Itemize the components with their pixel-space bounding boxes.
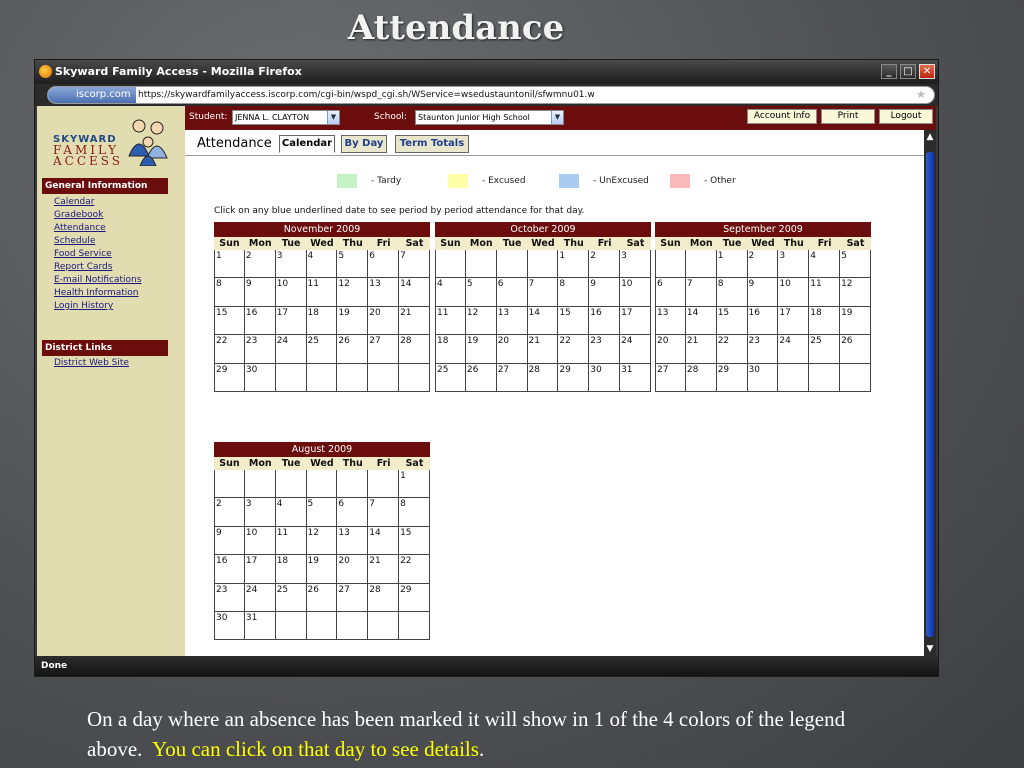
calendar-day-cell[interactable]: 11 [435, 307, 466, 335]
calendar-day-cell[interactable]: 2 [214, 498, 245, 526]
calendar-empty-cell [337, 470, 368, 498]
calendar-empty-cell [307, 470, 338, 498]
tab-calendar[interactable]: Calendar [279, 135, 335, 153]
legend-label: - Excused [482, 176, 526, 186]
calendar-day-cell[interactable]: 22 [558, 335, 589, 363]
address-bar[interactable] [47, 86, 935, 104]
sidebar [37, 106, 185, 656]
calendar-day-cell[interactable]: 21 [686, 335, 717, 363]
weekday-label: Mon [248, 458, 272, 469]
calendar-day-cell[interactable]: 18 [276, 555, 307, 583]
calendar-empty-cell [399, 612, 430, 640]
calendar-day-cell[interactable]: 12 [840, 278, 871, 306]
calendar-empty-cell [528, 250, 559, 278]
weekday-label: Mon [689, 238, 713, 249]
calendar-week-row [435, 307, 651, 335]
legend-label: - Other [704, 176, 736, 186]
calendar-day-cell[interactable]: 14 [368, 527, 399, 555]
calendar-day-cell[interactable]: 13 [368, 278, 399, 306]
calendar-day-cell[interactable]: 4 [809, 250, 840, 278]
calendar-day-cell[interactable]: 25 [276, 584, 307, 612]
calendar-day-cell[interactable]: 24 [620, 335, 651, 363]
calendar-day-cell[interactable]: 6 [368, 250, 399, 278]
calendar-empty-cell [399, 364, 430, 392]
calendar-week-row [214, 335, 430, 363]
calendar-day-cell[interactable]: 3 [276, 250, 307, 278]
weekday-header-row [214, 237, 430, 250]
calendar-day-cell[interactable]: 23 [245, 335, 276, 363]
calendar-day-cell[interactable]: 6 [655, 278, 686, 306]
browser-window [34, 59, 939, 677]
weekday-label: Sun [219, 238, 240, 249]
weekday-label: Tue [502, 238, 522, 249]
sidebar-link-district-web-site[interactable]: District Web Site [54, 358, 129, 368]
calendar-day-cell[interactable]: 23 [214, 584, 245, 612]
calendar-empty-cell [466, 250, 497, 278]
calendar-day-cell[interactable]: 17 [245, 555, 276, 583]
calendar-empty-cell [276, 470, 307, 498]
calendar-day-cell[interactable]: 16 [748, 307, 779, 335]
calendar-day-cell[interactable]: 5 [466, 278, 497, 306]
calendar-day-cell[interactable]: 18 [435, 335, 466, 363]
calendar-empty-cell [497, 250, 528, 278]
calendar-month-header: November 2009 [214, 222, 430, 237]
instructions-text: Click on any blue underlined date to see period by period attendance for that day. [214, 206, 585, 216]
vertical-scrollbar[interactable] [924, 130, 936, 656]
calendar-day-cell[interactable]: 29 [399, 584, 430, 612]
calendar-week-row [214, 364, 430, 392]
calendar-day-cell[interactable]: 19 [840, 307, 871, 335]
calendar-day-cell[interactable]: 26 [840, 335, 871, 363]
calendar-day-cell[interactable]: 30 [214, 612, 245, 640]
calendar-day-cell[interactable]: 19 [337, 307, 368, 335]
weekday-label: Thu [342, 458, 363, 469]
weekday-label: Sat [626, 238, 645, 249]
scroll-up-arrow-icon[interactable]: ▲ [926, 132, 934, 142]
calendar-day-cell[interactable]: 3 [778, 250, 809, 278]
tab-by-day[interactable]: By Day [341, 135, 387, 153]
calendar-day-cell[interactable]: 16 [214, 555, 245, 583]
calendar-day-cell[interactable]: 29 [558, 364, 589, 392]
calendar-day-cell[interactable]: 8 [558, 278, 589, 306]
calendar-day-cell[interactable]: 6 [497, 278, 528, 306]
calendar-day-cell[interactable]: 3 [620, 250, 651, 278]
calendar-week-row [214, 498, 430, 526]
weekday-label: Fri [817, 238, 832, 249]
calendar-day-cell[interactable]: 15 [214, 307, 245, 335]
weekday-label: Sun [440, 238, 461, 249]
slide-caption [87, 704, 907, 764]
calendar-day-cell[interactable]: 19 [466, 335, 497, 363]
calendar-empty-cell [276, 612, 307, 640]
caption-end: . [478, 737, 485, 761]
calendar-day-cell[interactable]: 11 [307, 278, 338, 306]
calendar-october [435, 222, 651, 392]
calendar-week-row [214, 555, 430, 583]
calendar-day-cell[interactable]: 28 [368, 584, 399, 612]
calendar-day-cell[interactable]: 16 [245, 307, 276, 335]
sidebar-link-health-information[interactable]: Health Information [54, 288, 139, 298]
school-select[interactable] [415, 110, 564, 125]
school-label: School: [374, 112, 407, 122]
calendar-day-cell[interactable]: 4 [435, 278, 466, 306]
calendar-day-cell[interactable]: 1 [717, 250, 748, 278]
calendar-week-row [655, 364, 871, 392]
sidebar-link-report-cards[interactable]: Report Cards [54, 262, 113, 272]
calendar-day-cell[interactable]: 24 [245, 584, 276, 612]
calendar-day-cell[interactable]: 9 [214, 527, 245, 555]
calendar-september [655, 222, 871, 392]
calendar-day-cell[interactable]: 12 [337, 278, 368, 306]
site-badge-label: iscorp.com [76, 89, 131, 100]
calendar-day-cell[interactable]: 4 [276, 498, 307, 526]
calendar-day-cell[interactable]: 9 [589, 278, 620, 306]
calendar-day-cell[interactable]: 27 [337, 584, 368, 612]
calendar-day-cell[interactable]: 10 [245, 527, 276, 555]
calendar-day-cell[interactable]: 29 [717, 364, 748, 392]
calendar-empty-cell [307, 612, 338, 640]
sidebar-link-food-service[interactable]: Food Service [54, 249, 112, 259]
calendar-empty-cell [337, 364, 368, 392]
calendar-day-cell[interactable]: 30 [748, 364, 779, 392]
calendar-day-cell[interactable]: 23 [589, 335, 620, 363]
legend-swatch-other [670, 174, 690, 188]
calendar-day-cell[interactable]: 8 [717, 278, 748, 306]
weekday-label: Wed [310, 458, 334, 469]
calendar-week-row [655, 307, 871, 335]
sidebar-link-attendance[interactable]: Attendance [54, 223, 106, 233]
calendar-day-cell[interactable]: 22 [399, 555, 430, 583]
page-title: Attendance [197, 136, 272, 151]
calendar-day-cell[interactable]: 26 [466, 364, 497, 392]
calendar-day-cell[interactable]: 20 [337, 555, 368, 583]
calendar-empty-cell [368, 364, 399, 392]
tab-term-totals[interactable]: Term Totals [395, 135, 469, 153]
calendar-month-header: October 2009 [435, 222, 651, 237]
calendar-day-cell[interactable]: 20 [497, 335, 528, 363]
calendar-day-cell[interactable]: 8 [399, 498, 430, 526]
calendar-empty-cell [245, 470, 276, 498]
calendar-day-cell[interactable]: 21 [399, 307, 430, 335]
weekday-header-row [435, 237, 651, 250]
weekday-label: Fri [376, 458, 391, 469]
student-select-value: JENNA L. CLAYTON [235, 113, 310, 122]
student-select[interactable] [232, 110, 340, 125]
page-content [37, 106, 936, 656]
calendar-empty-cell [435, 250, 466, 278]
calendar-day-cell[interactable]: 3 [245, 498, 276, 526]
calendar-day-cell[interactable]: 2 [245, 250, 276, 278]
sidebar-link-login-history[interactable]: Login History [54, 301, 114, 311]
calendar-day-cell[interactable]: 17 [620, 307, 651, 335]
sidebar-link-schedule[interactable]: Schedule [54, 236, 96, 246]
calendar-day-cell[interactable]: 13 [655, 307, 686, 335]
calendar-month-header: August 2009 [214, 442, 430, 457]
calendar-day-cell[interactable]: 17 [276, 307, 307, 335]
calendar-day-cell[interactable]: 30 [245, 364, 276, 392]
maximize-button[interactable]: □ [900, 64, 916, 79]
weekday-label: Thu [783, 238, 804, 249]
calendar-august [214, 442, 430, 640]
calendar-day-cell[interactable]: 31 [620, 364, 651, 392]
calendar-day-cell[interactable]: 28 [528, 364, 559, 392]
calendar-day-cell[interactable]: 17 [778, 307, 809, 335]
calendar-week-row [655, 278, 871, 306]
legend-swatch-tardy [337, 174, 357, 188]
calendar-day-cell[interactable]: 14 [686, 307, 717, 335]
weekday-label: Mon [469, 238, 493, 249]
legend-label: - UnExcused [593, 176, 649, 186]
slide-title: Attendance [347, 8, 565, 48]
calendar-day-cell[interactable]: 8 [214, 278, 245, 306]
calendar-empty-cell [276, 364, 307, 392]
student-toolbar [185, 106, 936, 130]
calendar-day-cell[interactable]: 11 [809, 278, 840, 306]
calendar-day-cell[interactable]: 1 [558, 250, 589, 278]
calendar-day-cell[interactable]: 23 [748, 335, 779, 363]
status-bar: Done [35, 656, 938, 676]
calendar-day-cell[interactable]: 28 [399, 335, 430, 363]
calendar-empty-cell [214, 470, 245, 498]
calendar-day-cell[interactable]: 22 [214, 335, 245, 363]
calendar-day-cell[interactable]: 21 [368, 555, 399, 583]
calendar-empty-cell [686, 250, 717, 278]
legend-swatch-excused [448, 174, 468, 188]
calendar-day-cell[interactable]: 13 [337, 527, 368, 555]
calendar-day-cell[interactable]: 5 [307, 498, 338, 526]
weekday-label: Sat [405, 458, 424, 469]
calendar-day-cell[interactable]: 25 [435, 364, 466, 392]
weekday-label: Wed [751, 238, 775, 249]
weekday-label: Fri [597, 238, 612, 249]
calendar-empty-cell [368, 612, 399, 640]
calendar-day-cell[interactable]: 27 [368, 335, 399, 363]
student-label: Student: [189, 112, 228, 122]
weekday-label: Fri [376, 238, 391, 249]
calendar-day-cell[interactable]: 20 [655, 335, 686, 363]
calendar-day-cell[interactable]: 2 [748, 250, 779, 278]
calendar-empty-cell [307, 364, 338, 392]
calendar-empty-cell [337, 612, 368, 640]
calendar-day-cell[interactable]: 18 [809, 307, 840, 335]
calendar-day-cell[interactable]: 7 [399, 250, 430, 278]
calendar-day-cell[interactable]: 24 [778, 335, 809, 363]
calendar-day-cell[interactable]: 1 [399, 470, 430, 498]
weekday-label: Thu [342, 238, 363, 249]
calendar-day-cell[interactable]: 31 [245, 612, 276, 640]
calendar-week-row [214, 584, 430, 612]
print-button[interactable]: Print [821, 109, 875, 124]
legend-swatch-unexcused [559, 174, 579, 188]
logo-text-skyward: SKYWARD [53, 134, 117, 145]
calendar-day-cell[interactable]: 12 [307, 527, 338, 555]
calendar-empty-cell [840, 364, 871, 392]
calendar-week-row [214, 250, 430, 278]
weekday-label: Sun [660, 238, 681, 249]
school-select-value: Staunton Junior High School [418, 113, 530, 122]
minimize-button[interactable]: _ [881, 64, 897, 79]
calendar-week-row [655, 250, 871, 278]
calendar-empty-cell [809, 364, 840, 392]
navigation-bar [35, 84, 938, 106]
calendar-day-cell[interactable]: 20 [368, 307, 399, 335]
calendar-day-cell[interactable]: 14 [528, 307, 559, 335]
sidebar-link-calendar[interactable]: Calendar [54, 197, 95, 207]
calendar-day-cell[interactable]: 2 [589, 250, 620, 278]
attendance-tabs [185, 130, 936, 156]
logo-text-family-access: FAMILY ACCESS [53, 143, 124, 168]
weekday-label: Mon [248, 238, 272, 249]
calendar-day-cell[interactable]: 4 [307, 250, 338, 278]
calendar-day-cell[interactable]: 25 [307, 335, 338, 363]
weekday-label: Thu [563, 238, 584, 249]
calendar-week-row [214, 307, 430, 335]
weekday-header-row [655, 237, 871, 250]
weekday-label: Tue [281, 458, 301, 469]
sidebar-link-email-notifications[interactable]: E-mail Notifications [54, 275, 142, 285]
caption-text: On a day where an absence has been marked it will show in 1 of the 4 colors of the legend above. [87, 707, 846, 761]
calendar-day-cell[interactable]: 10 [778, 278, 809, 306]
calendar-day-cell[interactable]: 26 [307, 584, 338, 612]
calendar-day-cell[interactable]: 10 [276, 278, 307, 306]
close-button[interactable]: ✕ [919, 64, 935, 79]
weekday-label: Sat [405, 238, 424, 249]
calendar-day-cell[interactable]: 24 [276, 335, 307, 363]
calendar-week-row [214, 278, 430, 306]
calendar-day-cell[interactable]: 12 [466, 307, 497, 335]
weekday-label: Wed [310, 238, 334, 249]
calendar-week-row [214, 470, 430, 498]
weekday-label: Sat [846, 238, 865, 249]
firefox-icon [39, 65, 52, 78]
general-information-heading: General Information [42, 178, 168, 194]
calendar-week-row [435, 335, 651, 363]
chevron-down-icon: ▼ [327, 111, 339, 124]
weekday-label: Sun [219, 458, 240, 469]
calendar-week-row [435, 278, 651, 306]
calendar-day-cell[interactable]: 28 [686, 364, 717, 392]
family-figures-icon [123, 116, 173, 166]
caption-highlight: You can click on that day to see details [152, 737, 479, 761]
calendar-day-cell[interactable]: 5 [337, 250, 368, 278]
calendar-day-cell[interactable]: 11 [276, 527, 307, 555]
calendar-week-row [214, 527, 430, 555]
chevron-down-icon: ▼ [551, 111, 563, 124]
calendar-day-cell[interactable]: 5 [840, 250, 871, 278]
calendar-day-cell[interactable]: 15 [399, 527, 430, 555]
district-links-heading: District Links [42, 340, 168, 356]
calendar-day-cell[interactable]: 9 [748, 278, 779, 306]
calendar-empty-cell [655, 250, 686, 278]
calendar-day-cell[interactable]: 7 [528, 278, 559, 306]
legend-label: - Tardy [371, 176, 402, 186]
calendar-day-cell[interactable]: 1 [214, 250, 245, 278]
calendar-week-row [435, 250, 651, 278]
calendar-day-cell[interactable]: 13 [497, 307, 528, 335]
calendar-day-cell[interactable]: 14 [399, 278, 430, 306]
site-identity-button[interactable] [48, 87, 136, 103]
weekday-label: Tue [281, 238, 301, 249]
calendar-week-row [655, 335, 871, 363]
scroll-down-arrow-icon[interactable]: ▼ [926, 644, 934, 654]
calendar-day-cell[interactable]: 27 [497, 364, 528, 392]
general-links [54, 196, 141, 313]
calendar-day-cell[interactable]: 21 [528, 335, 559, 363]
sidebar-link-gradebook[interactable]: Gradebook [54, 210, 104, 220]
calendar-empty-cell [368, 470, 399, 498]
calendar-day-cell[interactable]: 7 [686, 278, 717, 306]
calendar-day-cell[interactable]: 18 [307, 307, 338, 335]
calendar-november [214, 222, 430, 392]
calendar-day-cell[interactable]: 30 [589, 364, 620, 392]
window-titlebar [35, 60, 938, 84]
calendar-week-row [214, 612, 430, 640]
calendar-day-cell[interactable]: 25 [809, 335, 840, 363]
scrollbar-thumb[interactable] [926, 152, 934, 637]
window-title: Skyward Family Access - Mozilla Firefox [55, 65, 302, 78]
calendar-day-cell[interactable]: 26 [337, 335, 368, 363]
bookmark-star-icon[interactable]: ★ [916, 88, 926, 101]
account-info-button[interactable]: Account Info [747, 109, 817, 124]
weekday-label: Tue [722, 238, 742, 249]
calendar-day-cell[interactable]: 15 [717, 307, 748, 335]
calendar-day-cell[interactable]: 15 [558, 307, 589, 335]
calendar-month-header: September 2009 [655, 222, 871, 237]
calendar-day-cell[interactable]: 9 [245, 278, 276, 306]
calendar-day-cell[interactable]: 6 [337, 498, 368, 526]
calendar-day-cell[interactable]: 27 [655, 364, 686, 392]
logout-button[interactable]: Logout [879, 109, 933, 124]
calendar-day-cell[interactable]: 29 [214, 364, 245, 392]
calendar-day-cell[interactable]: 19 [307, 555, 338, 583]
weekday-header-row [214, 457, 430, 470]
calendar-day-cell[interactable]: 16 [589, 307, 620, 335]
calendar-empty-cell [778, 364, 809, 392]
district-links [54, 357, 129, 370]
weekday-label: Wed [531, 238, 555, 249]
calendar-day-cell[interactable]: 7 [368, 498, 399, 526]
calendar-day-cell[interactable]: 22 [717, 335, 748, 363]
calendar-day-cell[interactable]: 10 [620, 278, 651, 306]
url-text[interactable]: https://skywardfamilyaccess.iscorp.com/cgi-bin/wspd_cgi.sh/WService=wsedustauntonil/sfwmnu01.w [138, 90, 595, 100]
calendar-week-row [435, 364, 651, 392]
skyward-logo [51, 114, 176, 172]
